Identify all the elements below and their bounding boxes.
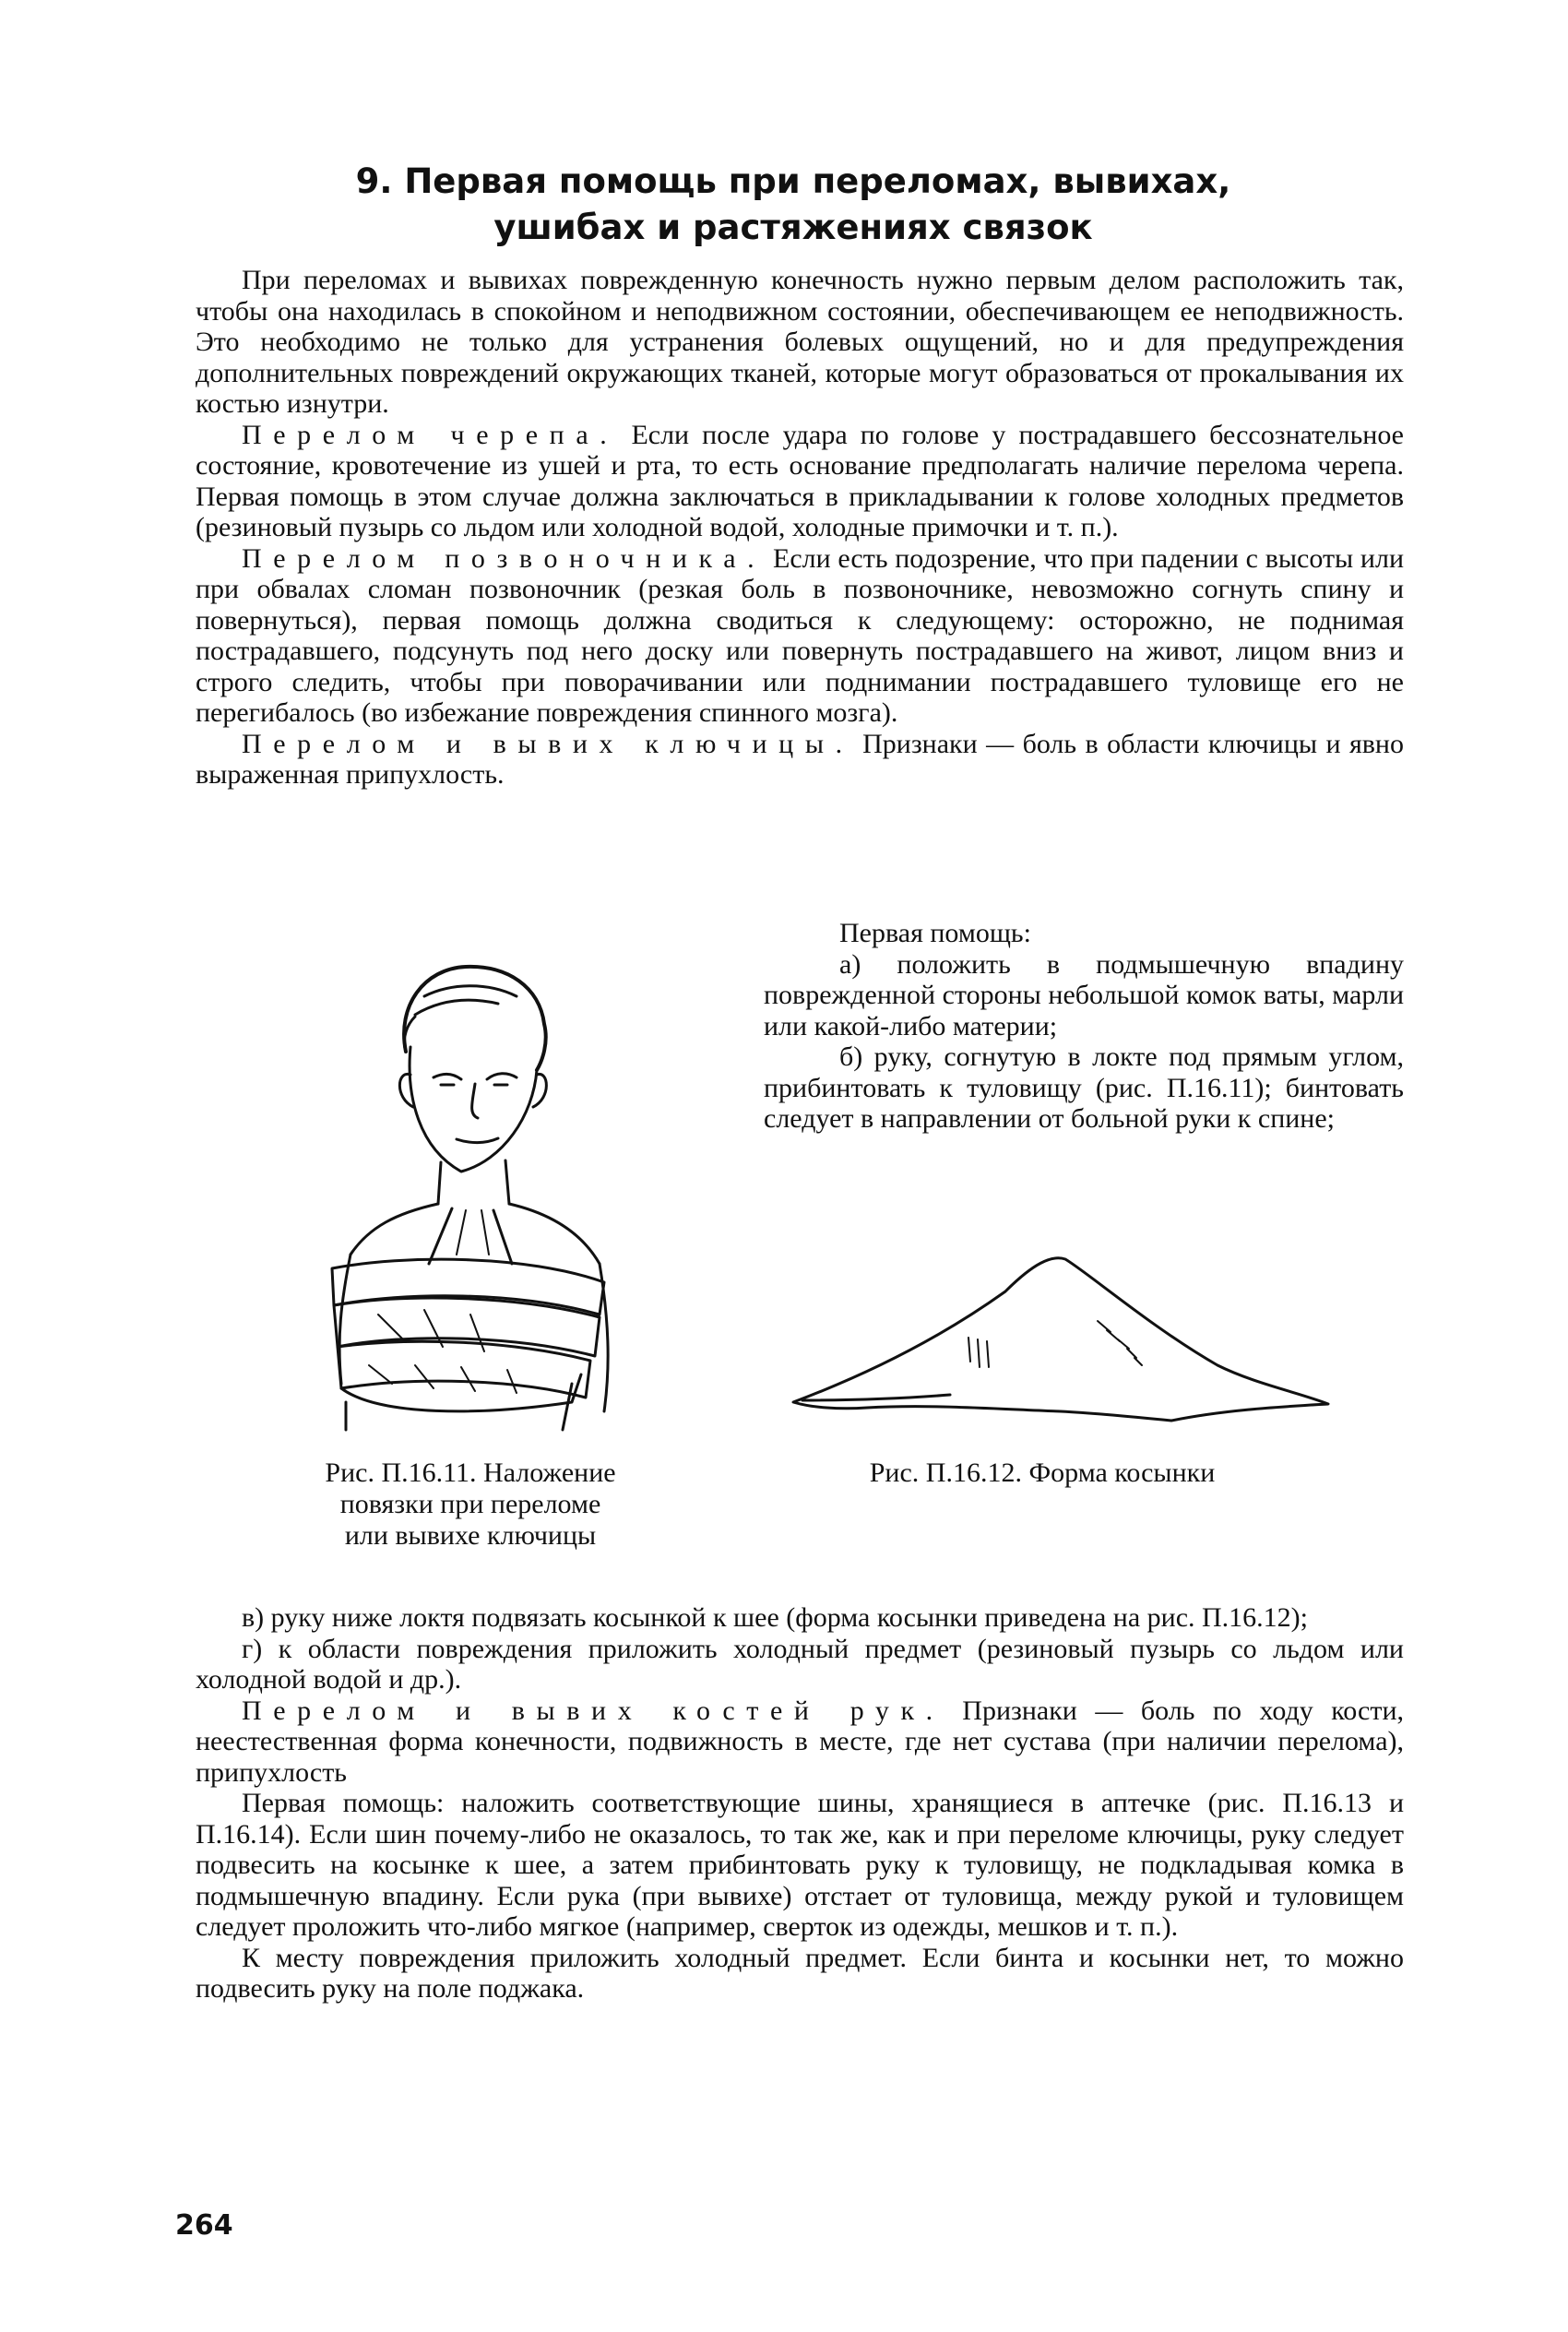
figure-kerchief-shape [784, 1236, 1337, 1430]
lower-text-block [196, 1602, 1404, 2005]
upper-text-block [196, 265, 1404, 791]
skull-fracture-text: Если после удара по голове у пострадавшего бессознательное состояние, кровотечение из ушей и рта, то есть основание предполагать наличие перелома черепа. Первая помощь в этом случае должна заключаться в прикладывании к голове холодных предметов (резиновый пузырь со льдом или холодной водой, холодные примочки и т. п.). [196, 419, 1404, 542]
figure-clavicle-caption-line-3: или вывихе ключицы [344, 1520, 597, 1551]
first-aid-item-d: г) к области повреждения приложить холодный предмет (резиновый пузырь со льдом или холодной водой и др.). [196, 1633, 1404, 1695]
clavicle-text: Признаки — боль в области ключицы и явно выраженная припухлость. [196, 728, 1404, 790]
arm-fracture-paragraph [196, 1695, 1404, 1789]
first-aid-item-c: в) руку ниже локтя подвязать косынкой к шее (форма косынки приведена на рис. П.16.12); [242, 1602, 1308, 1633]
spine-fracture-heading: Перелом позвоночника. [242, 542, 766, 574]
figure-clavicle-caption-line-2: повязки при переломе [339, 1489, 601, 1519]
figure-clavicle-caption-line-1: Рис. П.16.11. Наложение [325, 1458, 616, 1488]
skull-fracture-paragraph [196, 420, 1404, 543]
final-paragraph: К месту повреждения приложить холодный предмет. Если бинта и косынки нет, то можно подвесить руку на поле поджака. [196, 1942, 1404, 2004]
spine-fracture-paragraph [196, 543, 1404, 729]
spine-fracture-text: Если есть подозрение, что при падении с высоты или при обвалах сломан позвоночник (резкая боль в позвоночнике, невозможно согнуть спину и повернуться), первая помощь должна сводиться к следующему: осторожно, не поднимая пострадавшего, подсунуть под него доску или повернуть пострадавшего на живот, лицом вниз и строго следить, чтобы при поворачивании или поднимании пострадавшего туловище его не перегибалось (во избежание повреждения спинного мозга). [196, 542, 1405, 728]
section-title-line-1: 9. Первая помощь при переломах, вывихах, [355, 161, 1231, 201]
first-aid-label: Первая помощь: [839, 918, 1031, 948]
intro-paragraph: При переломах и вывихах поврежденную конечность нужно первым делом расположить так, чтобы она находилась в спокойном и неподвижном состоянии, обеспечивающем ее неподвижность. Это необходимо не только для устранения болевых ощущений, но и для предупреждения дополнительных повреждений окружающих тканей, которые могут образоваться от прокалывания их костью изнутри. [196, 265, 1404, 419]
clavicle-paragraph [196, 729, 1404, 791]
skull-fracture-heading: Перелом черепа. [242, 419, 619, 450]
arm-first-aid-paragraph: Первая помощь: наложить соответствующие шины, хранящиеся в аптечке (рис. П.16.13 и П.16.14). Если шин почему-либо не оказалось, то так же, как и при переломе ключицы, руку следует подвесить на косынке к шее, а затем прибинтовать руку к туловищу, не подкладывая комка в подмышечную впадину. Если рука (при вывихе) отстает от туловища, между рукой и туловищем следует проложить что-либо мягкое (например, сверток из одежды, мешков и т. п.). [196, 1788, 1404, 1942]
figure-clavicle-caption [267, 1458, 673, 1552]
first-aid-column [764, 918, 1404, 1135]
figure-kerchief-caption: Рис. П.16.12. Форма косынки [869, 1458, 1216, 1488]
section-title-line-2: ушибах и растяжениях связок [493, 208, 1093, 247]
first-aid-item-b: б) руку, согнутую в локте под прямым углом, прибинтовать к туловищу (рис. П.16.11); бинтовать следует в направлении от больной руки к спине; [764, 1041, 1404, 1134]
clavicle-heading: Перелом и вывих ключицы. [242, 728, 854, 759]
page-number: 264 [175, 2209, 233, 2242]
first-aid-item-a: а) положить в подмышечную впадину поврежденной стороны небольшой комок ваты, марли или какой-либо материи; [764, 948, 1404, 1041]
arm-fracture-text: Признаки — боль по ходу кости, неестественная форма конечности, подвижность в месте, где нет сустава (при наличии перелома), припухлость [196, 1695, 1405, 1788]
arm-fracture-heading: Перелом и вывих костей рук. [242, 1695, 944, 1726]
figure-clavicle-bandage [267, 950, 655, 1439]
section-title [277, 159, 1310, 251]
